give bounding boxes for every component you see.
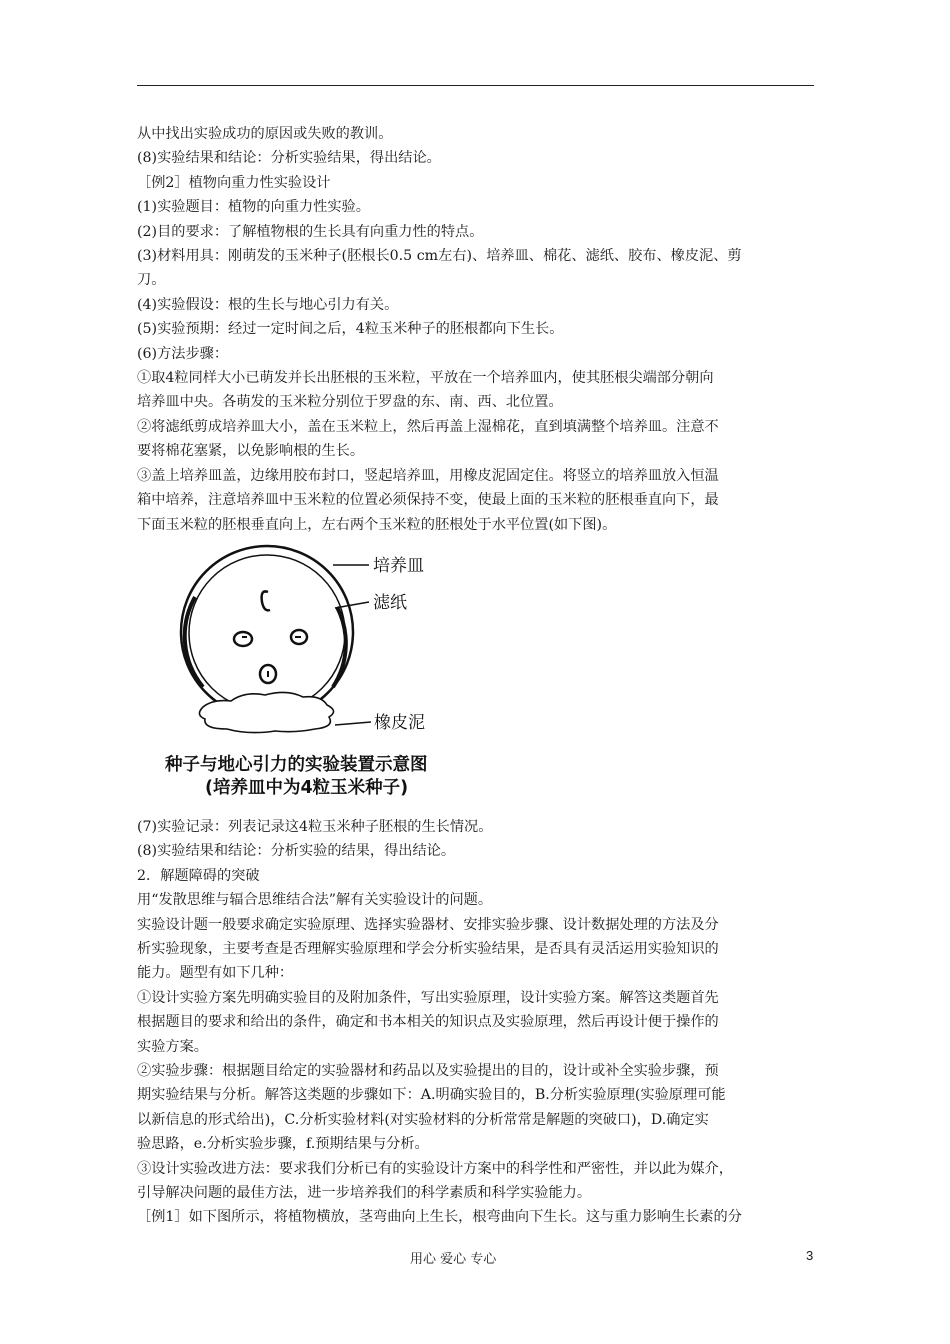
text-line: ②将滤纸剪成培养皿大小，盖在玉米粒上，然后再盖上湿棉花，直到填满整个培养皿。注意不: [137, 418, 719, 435]
footer-slogan: 用心 爱心 专心: [410, 1252, 497, 1267]
text-line: 析实验现象，主要考查是否理解实验原理和学会分析实验结果，是否具有灵活运用实验知识的: [137, 940, 719, 957]
text-line: (4)实验假设：根的生长与地心引力有关。: [137, 296, 399, 313]
text-line: 验思路，e.分析实验步骤，f.预期结果与分析。: [137, 1136, 429, 1153]
experiment-figure: [137, 537, 817, 815]
leader-line-clay: [335, 722, 371, 725]
text-line: 2．解题障碍的突破: [137, 867, 260, 884]
filter-paper-outline: [189, 555, 345, 711]
petri-dish-diagram: [165, 537, 495, 815]
header-rule: [137, 85, 814, 86]
text-line: 培养皿中央。各萌发的玉米粒分别位于罗盘的东、南、西、北位置。: [137, 394, 563, 411]
text-line: 箱中培养，注意培养皿中玉米粒的位置必须保持不变，使最上面的玉米粒的胚根垂直向下，最: [137, 492, 719, 509]
text-line: 根据题目的要求和给出的条件，确定和书本相关的知识点及实验原理，然后再设计便于操作的: [137, 1014, 719, 1031]
text-line: 从中找出实验成功的原因或失败的教训。: [137, 126, 393, 142]
label-filter: 滤纸: [373, 592, 407, 613]
text-line: ③设计实验改进方法：要求我们分析已有的实验设计方案中的科学性和严密性，并以此为媒介，: [137, 1160, 733, 1177]
text-line: ③盖上培养皿盖，边缘用胶布封口，竖起培养皿，用橡皮泥固定住。将竖立的培养皿放入恒温: [137, 467, 719, 484]
corn-seed-left: [234, 632, 252, 646]
text-line: (2)目的要求：了解植物根的生长具有向重力性的特点。: [137, 223, 484, 240]
text-line: (5)实验预期：经过一定时间之后，4粒玉米种子的胚根都向下生长。: [137, 321, 564, 338]
label-dish: 培养皿: [373, 555, 424, 576]
text-line: 要将棉花塞紧，以免影响根的生长。: [137, 443, 365, 460]
text-line: (6)方法步骤：: [137, 345, 229, 362]
text-line: ［例2］植物向重力性实验设计: [137, 174, 331, 191]
text-line: (8)实验结果和结论：分析实验结果，得出结论。: [137, 150, 441, 167]
text-line: ［例1］如下图所示，将植物横放，茎弯曲向上生长，根弯曲向下生长。这与重力影响生长素的分: [137, 1209, 742, 1226]
text-line: (3)材料用具：刚萌发的玉米种子(胚根长0.5 cm左右)、培养皿、棉花、滤纸、胶布、橡皮泥、剪: [137, 248, 742, 265]
dish-outline: [181, 546, 353, 718]
text-line: ②实验步骤：根据题目给定的实验器材和药品以及实验提出的目的，设计或补全实验步骤，预: [137, 1062, 719, 1079]
corn-seed-top: [262, 591, 270, 610]
text-line: (8)实验结果和结论：分析实验的结果，得出结论。: [137, 843, 456, 860]
text-line: 实验设计题一般要求确定实验原理、选择实验器材、安排实验步骤、设计数据处理的方法及分: [137, 916, 719, 933]
text-line: 期实验结果与分析。解答这类题的步骤如下：A.明确实验目的，B.分析实验原理(实验原理可能: [137, 1087, 726, 1104]
clay-base: [199, 692, 333, 732]
figure-caption-title: 种子与地心引力的实验装置示意图: [165, 754, 428, 775]
text-line: 下面玉米粒的胚根垂直向上，左右两个玉米粒的胚根处于水平位置(如下图)。: [137, 516, 617, 533]
text-line: 实验方案。: [137, 1038, 208, 1055]
dish-edge-right: [333, 607, 346, 687]
text-line: 能力。题型有如下几种：: [137, 965, 294, 982]
page-body: [137, 122, 817, 1230]
text-line: 用“发散思维与辐合思维结合法”解有关实验设计的问题。: [137, 892, 493, 909]
text-block-bottom: [137, 815, 817, 1230]
text-line: ①取4粒同样大小已萌发并长出胚根的玉米粒，平放在一个培养皿内，使其胚根尖端部分朝向: [137, 370, 714, 387]
text-line: 刀。: [137, 272, 166, 289]
text-line: (7)实验记录：列表记录这4粒玉米种子胚根的生长情况。: [137, 818, 493, 835]
text-line: 以新信息的形式给出)，C.分析实验材料(对实验材料的分析常常是解题的突破口)，D.确定实: [137, 1111, 709, 1128]
text-line: ①设计实验方案先明确实验目的及附加条件，写出实验原理，设计实验方案。解答这类题首先: [137, 989, 719, 1006]
text-line: 引导解决问题的最佳方法，进一步培养我们的科学素质和科学实验能力。: [137, 1185, 592, 1201]
text-line: (1)实验题目：植物的向重力性实验。: [137, 199, 370, 216]
page-number: 3: [806, 1248, 814, 1263]
figure-caption-subtitle: (培养皿中为4粒玉米种子): [205, 777, 409, 798]
label-clay: 橡皮泥: [374, 712, 425, 733]
text-block-top: [137, 122, 817, 537]
